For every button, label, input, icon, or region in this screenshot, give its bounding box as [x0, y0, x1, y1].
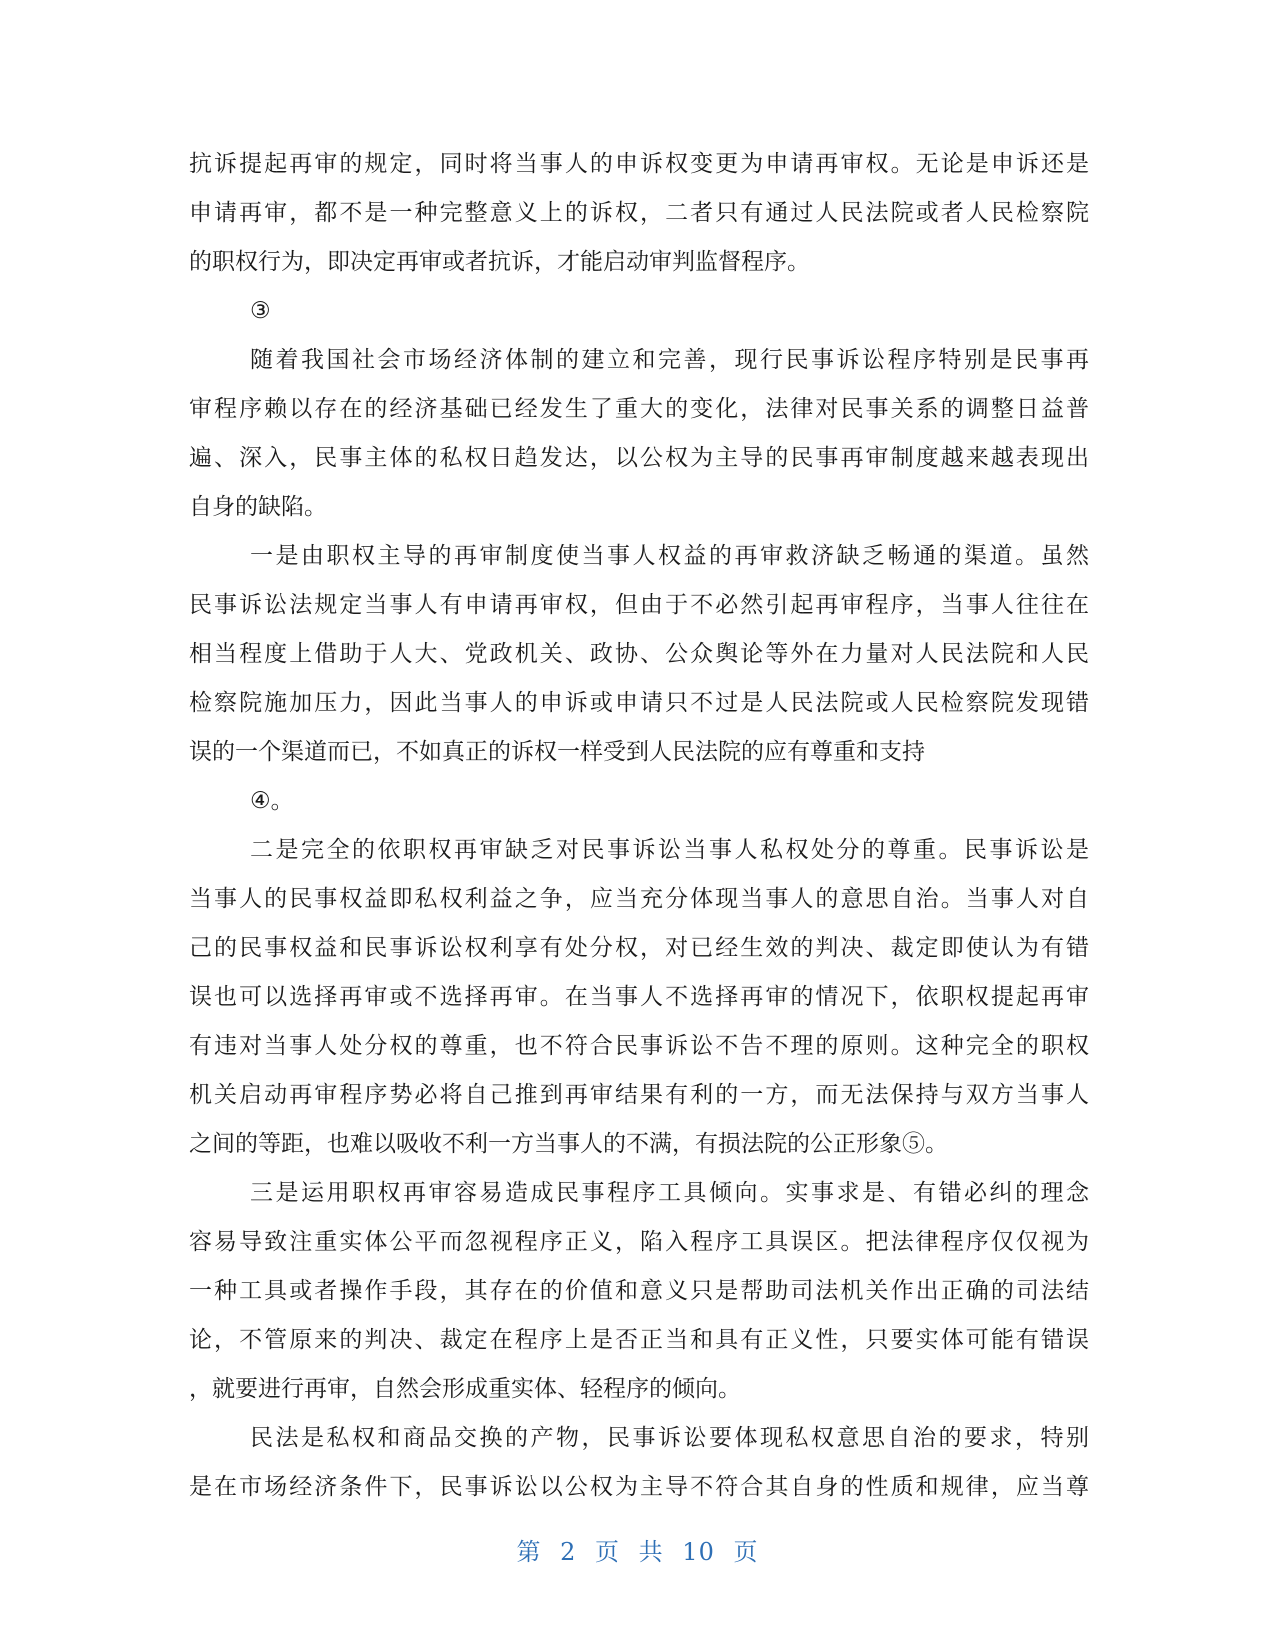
- paragraph-start-line: 随着我国社会市场经济体制的建立和完善，现行民事诉讼程序特别是民事再: [250, 347, 1089, 373]
- document-body: [189, 140, 1089, 1512]
- text-line: 抗诉提起再审的规定，同时将当事人的申诉权变更为申请再审权。无论是申诉还是: [189, 151, 1089, 177]
- text-line: 当事人的民事权益即私权利益之争，应当充分体现当事人的意思自治。当事人对自: [189, 886, 1089, 912]
- paragraph-start-line: 民法是私权和商品交换的产物，民事诉讼要体现私权意思自治的要求，特别: [250, 1425, 1089, 1451]
- text-line: 的职权行为，即决定再审或者抗诉，才能启动审判监督程序。: [189, 249, 810, 275]
- text-line: 自身的缺陷。: [189, 494, 327, 520]
- text-line: 误的一个渠道而已，不如真正的诉权一样受到人民法院的应有尊重和支持: [189, 739, 925, 765]
- text-line: 遍、深入，民事主体的私权日趋发达，以公权为主导的民事再审制度越来越表现出: [189, 445, 1089, 471]
- text-line: 之间的等距，也难以吸收不利一方当事人的不满，有损法院的公正形象⑤。: [189, 1131, 948, 1157]
- footnote-marker: ③: [250, 298, 271, 324]
- text-line: 检察院施加压力，因此当事人的申诉或申请只不过是人民法院或人民检察院发现错: [189, 690, 1089, 716]
- text-line: 审程序赖以存在的经济基础已经发生了重大的变化，法律对民事关系的调整日益普: [189, 396, 1089, 422]
- text-line: 一种工具或者操作手段，其存在的价值和意义只是帮助司法机关作出正确的司法结: [189, 1278, 1089, 1304]
- paragraph-start-line: 一是由职权主导的再审制度使当事人权益的再审救济缺乏畅通的渠道。虽然: [250, 543, 1089, 569]
- text-line: 误也可以选择再审或不选择再审。在当事人不选择再审的情况下，依职权提起再审: [189, 984, 1089, 1010]
- footnote-marker: ④。: [250, 788, 294, 814]
- paragraph-start-line: 三是运用职权再审容易造成民事程序工具倾向。实事求是、有错必纠的理念: [250, 1180, 1089, 1206]
- text-line: 民事诉讼法规定当事人有申请再审权，但由于不必然引起再审程序，当事人往往在: [189, 592, 1089, 618]
- text-line: 申请再审，都不是一种完整意义上的诉权，二者只有通过人民法院或者人民检察院: [189, 200, 1089, 226]
- paragraph-start-line: 二是完全的依职权再审缺乏对民事诉讼当事人私权处分的尊重。民事诉讼是: [250, 837, 1089, 863]
- text-line: 己的民事权益和民事诉讼权利享有处分权，对已经生效的判决、裁定即使认为有错: [189, 935, 1089, 961]
- text-line: 有违对当事人处分权的尊重，也不符合民事诉讼不告不理的原则。这种完全的职权: [189, 1033, 1089, 1059]
- text-line: 是在市场经济条件下，民事诉讼以公权为主导不符合其自身的性质和规律，应当尊: [189, 1474, 1089, 1500]
- text-line: 相当程度上借助于人大、党政机关、政协、公众舆论等外在力量对人民法院和人民: [189, 641, 1089, 667]
- text-line: 容易导致注重实体公平而忽视程序正义，陷入程序工具误区。把法律程序仅仅视为: [189, 1229, 1089, 1255]
- page-number-footer: 第 2 页 共 10 页: [516, 1538, 759, 1566]
- text-line: 论，不管原来的判决、裁定在程序上是否正当和具有正义性，只要实体可能有错误: [189, 1327, 1089, 1353]
- text-line: ，就要进行再审，自然会形成重实体、轻程序的倾向。: [189, 1376, 741, 1402]
- text-line: 机关启动再审程序势必将自己推到再审结果有利的一方，而无法保持与双方当事人: [189, 1082, 1089, 1108]
